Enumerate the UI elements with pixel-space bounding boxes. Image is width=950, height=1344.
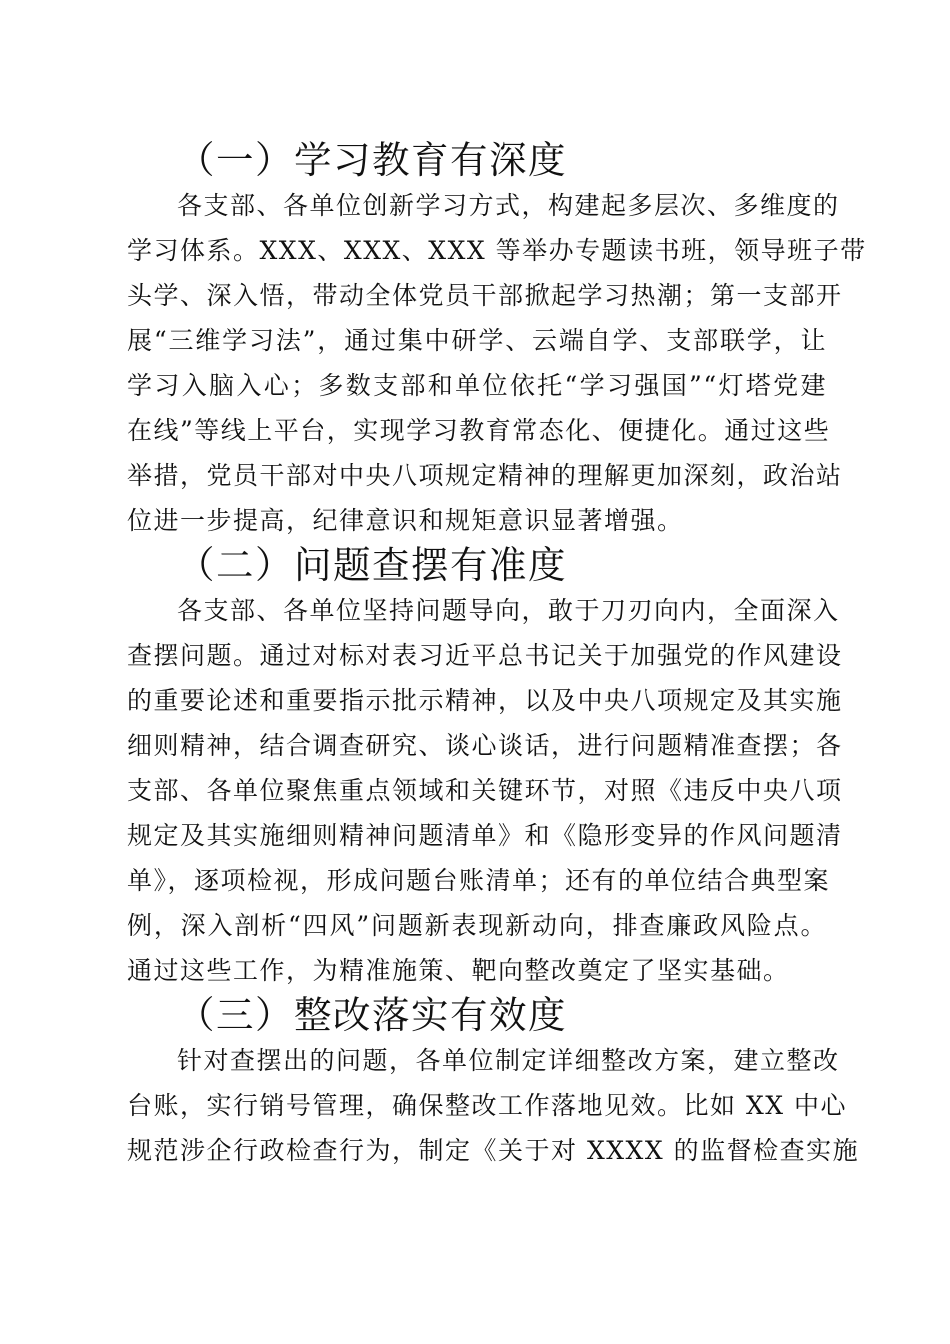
paragraph-line: 针对查摆出的问题，各单位制定详细整改方案，建立整改 — [177, 1046, 840, 1075]
paragraph-line: 头学、深入悟，带动全体党员干部掀起学习热潮；第一支部开 — [127, 281, 843, 310]
paragraph-line: 规范涉企行政检查行为，制定《关于对 XXXX 的监督检查实施 — [127, 1136, 860, 1165]
section-heading: （三）整改落实有效度 — [177, 993, 567, 1037]
document-body — [127, 138, 867, 1173]
section-heading: （二）问题查摆有准度 — [177, 543, 567, 587]
paragraph-line: 位进一步提高，纪律意识和规矩意识显著增强。 — [127, 506, 684, 535]
paragraph-line: 单》，逐项检视，形成问题台账清单；还有的单位结合典型案 — [127, 866, 831, 895]
paragraph-line: 各支部、各单位创新学习方式，构建起多层次、多维度的 — [177, 191, 840, 220]
section-study-education — [127, 138, 867, 543]
paragraph-line: 展“三维学习法”，通过集中研学、云端自学、支部联学，让 — [127, 326, 827, 355]
section-heading: （一）学习教育有深度 — [177, 138, 567, 182]
paragraph-line: 支部、各单位聚焦重点领域和关键环节，对照《违反中央八项 — [127, 776, 843, 805]
paragraph-line: 细则精神，结合调查研究、谈心谈话，进行问题精准查摆；各 — [127, 731, 843, 760]
paragraph-line: 各支部、各单位坚持问题导向，敢于刀刃向内，全面深入 — [177, 596, 840, 625]
paragraph-line: 台账，实行销号管理，确保整改工作落地见效。比如 XX 中心 — [127, 1091, 847, 1120]
section-rectification — [127, 993, 860, 1173]
paragraph-line: 的重要论述和重要指示批示精神，以及中央八项规定及其实施 — [127, 686, 843, 715]
paragraph-line: 通过这些工作，为精准施策、靶向整改奠定了坚实基础。 — [127, 956, 790, 985]
paragraph-line: 例，深入剖析“四风”问题新表现新动向，排查廉政风险点。 — [127, 911, 827, 940]
paragraph-line: 学习入脑入心；多数支部和单位依托“学习强国”“灯塔党建 — [127, 371, 827, 400]
paragraph-line: 举措，党员干部对中央八项规定精神的理解更加深刻，政治站 — [127, 461, 843, 490]
paragraph-line: 学习体系。XXX、XXX、XXX 等举办专题读书班，领导班子带 — [127, 236, 867, 265]
paragraph-line: 在线”等线上平台，实现学习教育常态化、便捷化。通过这些 — [127, 416, 831, 445]
paragraph-line: 查摆问题。通过对标对表习近平总书记关于加强党的作风建设 — [127, 641, 843, 670]
section-problem-finding — [127, 543, 843, 993]
paragraph-line: 规定及其实施细则精神问题清单》和《隐形变异的作风问题清 — [127, 821, 843, 850]
